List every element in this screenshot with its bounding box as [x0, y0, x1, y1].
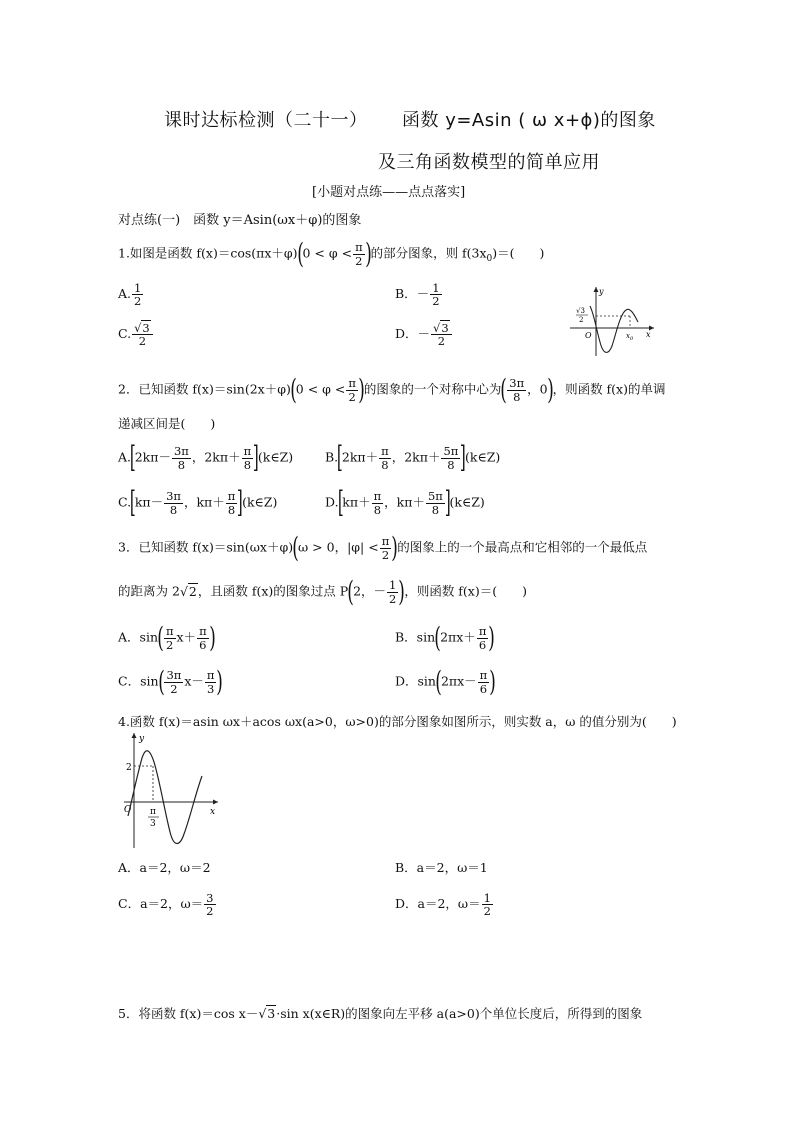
q1-graph-x-label: x — [646, 330, 651, 339]
q2-option-c[interactable]: C.[kπ－ $\frac{3\pi}{8}$ ，kπ＋ $\frac{\pi}{8}$ ](k∈Z) — [118, 485, 278, 520]
q4-graph-two-label: 2 — [126, 763, 132, 773]
q3-option-d[interactable]: D．sin(2πx－ $\frac{\pi}{6}$ ) — [395, 665, 496, 698]
q4-graph — [118, 728, 224, 850]
title-right: 函数 y=Asin ( ω x+ϕ)的图象 — [401, 110, 656, 131]
q2-option-a[interactable]: A.[2kπ－ $\frac{3\pi}{8}$ ，2kπ＋ $\frac{\pi}{8}$ ](k∈Z) — [118, 440, 294, 475]
q2-option-b[interactable]: B.[2kπ＋ $\frac{\pi}{8}$ ，2kπ＋ $\frac{5\pi}{8}$ ](k∈Z) — [325, 440, 501, 475]
q1-option-a[interactable]: A. $\frac{1}{2}$ — [118, 281, 142, 309]
q2-stem-line2: 递减区间是( ) — [118, 416, 216, 431]
q3-stem-line1: 3．已知函数 f(x)＝sin(ωx＋φ)(ω > 0，|φ| < $\frac{\pi}{2}$ )的图象上的一个最高点和它相邻的一个最低点 — [118, 531, 648, 564]
q1-option-b[interactable]: B．－ $\frac{1}{2}$ — [395, 281, 440, 309]
section-heading: [小题对点练——点点落实] — [312, 185, 466, 200]
q4-option-b[interactable]: B．a＝2，ω＝1 — [395, 860, 488, 875]
q1-option-c[interactable]: C. $\frac{√3}{2}$ — [118, 322, 154, 347]
q1-stem: 1.如图是函数 f(x)＝cos(πx＋φ)(0 < φ < $\frac{\pi}{2}$ )的部分图象，则 $f(3x_0)=$( ) — [118, 237, 545, 270]
q1-graph-curve — [590, 306, 638, 352]
q3-option-b[interactable]: B．sin(2πx＋ $\frac{\pi}{6}$ ) — [395, 621, 496, 654]
q3-option-c[interactable]: C．sin( $\frac{3\pi}{2}$ x－ $\frac{\pi}{3}$ ) — [118, 665, 224, 698]
page-title — [164, 106, 656, 132]
title-left: 课时达标检测（二十一） — [164, 110, 368, 131]
q4-graph-pi-label: π — [150, 807, 156, 817]
q2-option-d[interactable]: D.[kπ＋ $\frac{\pi}{8}$ ，kπ＋ $\frac{5\pi}{8}$ ](k∈Z) — [325, 485, 485, 520]
q1-option-d[interactable]: D．－ $\frac{√3}{2}$ — [395, 322, 453, 347]
q1-graph-tick-num: √3 — [576, 307, 585, 315]
q5-stem: 5．将函数 f(x)＝cos x－√3·sin x(x∈R)的图象向左平移 a(a>0)个单位长度后，所得到的图象 — [118, 1006, 643, 1021]
q4-graph-y-label: y — [139, 734, 145, 744]
page-subtitle: 及三角函数模型的简单应用 — [378, 152, 600, 173]
q4-option-a[interactable]: A．a＝2，ω＝2 — [118, 860, 211, 875]
group-heading: 对点练(一) 函数 y＝Asin(ωx＋φ)的图象 — [118, 213, 362, 228]
q3-stem-line2: 的距离为 2√2，且函数 f(x)的图象过点 P(2，－ $\frac{1}{2}$ )，则函数 f(x)＝( ) — [118, 575, 527, 608]
q4-stem: 4.函数 f(x)＝asin ωx＋acos ωx(a>0，ω>0)的部分图象如图所示，则实数 a，ω 的值分别为( ) — [118, 714, 677, 729]
q1-graph-y-label: y — [599, 287, 604, 296]
q4-graph-curve — [128, 751, 202, 844]
q4-graph-three-label: 3 — [150, 819, 156, 829]
q2-stem-line1: 2．已知函数 f(x)＝sin(2x＋φ)(0 < φ < $\frac{\pi}{2}$ )的图象的一个对称中心为( $\frac{3\pi}{8}$ ，0)，则函数 f(x)的单调 — [118, 373, 666, 406]
q4-option-d[interactable]: D．a＝2，ω＝ $\frac{1}{2}$ — [395, 891, 491, 919]
q1-graph — [566, 284, 658, 360]
q1-graph-x0-label: $x_0$ — [626, 332, 634, 342]
q4-graph-o-label: O — [124, 805, 132, 815]
q4-graph-x-label: x — [210, 807, 216, 817]
q3-option-a[interactable]: A．sin( $\frac{\pi}{2}$ x＋ $\frac{\pi}{6}$ ) — [118, 621, 216, 654]
q1-graph-tick-den: 2 — [579, 316, 584, 324]
q1-graph-o-label: O — [585, 331, 592, 340]
q4-option-c[interactable]: C．a＝2，ω＝ $\frac{3}{2}$ — [118, 891, 214, 919]
